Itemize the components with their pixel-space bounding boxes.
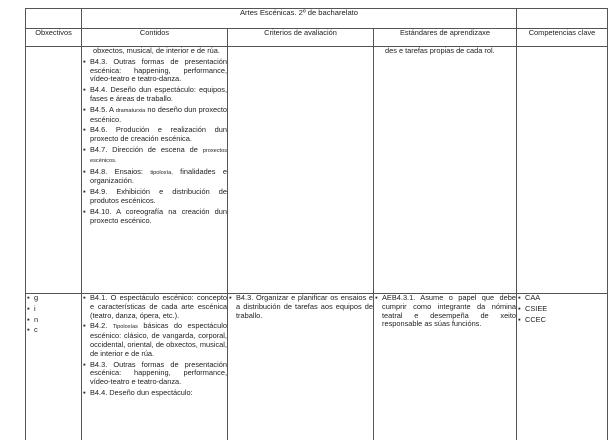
competencias-cell: [517, 294, 608, 440]
table-row: [26, 294, 608, 440]
bullet-icon: ▪: [518, 316, 521, 325]
header-estandares: Estándares de aprendizaxe: [374, 29, 517, 47]
bullet-icon: ▪: [83, 389, 86, 398]
bullet-icon: ▪: [83, 86, 86, 95]
list-item: ▪ n: [26, 316, 81, 325]
criterios-cell: [228, 294, 374, 440]
criterios-list: [228, 294, 373, 320]
estandares-cell: [374, 294, 517, 440]
header-obxectivos: Obxectivos: [26, 29, 82, 47]
list-item: ▪ CCEC: [517, 316, 607, 325]
list-item: ▪ B4.3. Organizar e planificar os ensaios e a distribución de tarefas aos equipos de traballo.: [228, 294, 373, 320]
competencias-cell: [517, 47, 608, 294]
contidos-cell: [82, 294, 228, 440]
obxectivos-cell: [26, 294, 82, 440]
bullet-icon: ▪: [518, 305, 521, 314]
table-row: [26, 47, 608, 294]
list-item: ▪ c: [26, 326, 81, 335]
header-row: [26, 29, 608, 47]
header-criterios: Criterios de avaliación: [228, 29, 374, 47]
list-item: ▪ B4.9. Exhibición e distribución de produtos escénicos.: [82, 188, 227, 206]
competencias-list: [517, 294, 607, 324]
estandares-cell: [374, 47, 517, 294]
contidos-continuation: obxectos, musical, de interior e de rúa.: [82, 47, 227, 56]
list-item: ▪ B4.2. Tipoloxías básicas do espectáculo escénico: clásico, de vangarda, corporal, occidental, oriental, de obxectos, musical, de interior e de rúa.: [82, 322, 227, 358]
bullet-icon: ▪: [83, 106, 86, 115]
list-item: ▪ B4.3. Outras formas de presentación escénica: happening, performance, vídeo-teatro e teatro-danza.: [82, 361, 227, 387]
list-item: ▪ CSIEE: [517, 305, 607, 314]
contidos-list: [82, 58, 227, 226]
bullet-icon: ▪: [83, 322, 86, 331]
list-item: ▪ B4.1. O espectáculo escénico: concepto e características de cada arte escénica (teatro, danza, ópera, etc.).: [82, 294, 227, 320]
list-item: ▪ B4.4. Deseño dun espectáculo: equipos, fases e áreas de traballo.: [82, 86, 227, 104]
obxectivos-cell: [26, 47, 82, 294]
header-competencias: Competencias clave: [517, 29, 608, 47]
bullet-icon: ▪: [83, 294, 86, 303]
list-item: ▪ B4.6. Produción e realización dun proxecto de creación escénica.: [82, 126, 227, 144]
bullet-icon: ▪: [83, 168, 86, 177]
bullet-icon: ▪: [83, 208, 86, 217]
list-item: ▪ B4.7. Dirección de escena de proxectos escénicos.: [82, 146, 227, 166]
list-item: ▪ B4.4. Deseño dun espectáculo:: [82, 389, 227, 398]
obxectivos-list: [26, 294, 81, 335]
contidos-cell: [82, 47, 228, 294]
bullet-icon: ▪: [375, 294, 378, 303]
bullet-icon: ▪: [518, 294, 521, 303]
bullet-icon: ▪: [83, 58, 86, 67]
bullet-icon: ▪: [83, 126, 86, 135]
list-item: ▪ AEB4.3.1. Asume o papel que debe cumprir como integrante da nómina teatral e desempeña de xeito responsable as súas funcións.: [374, 294, 516, 329]
bullet-icon: ▪: [83, 188, 86, 197]
title-blank-cell-right: [517, 9, 608, 29]
bullet-icon: ▪: [27, 294, 30, 303]
header-contidos: Contidos: [82, 29, 228, 47]
estandares-continuation: des e tarefas propias de cada rol.: [374, 47, 516, 56]
list-item: ▪ B4.5. A dramaturxia no deseño dun proxecto escénico.: [82, 106, 227, 125]
list-item: ▪ B4.8. Ensaios: tipoloxía, finalidades e organización.: [82, 168, 227, 187]
list-item: ▪ B4.10. A coreografía na creación dun proxecto escénico.: [82, 208, 227, 226]
contidos-list: [82, 294, 227, 398]
list-item: ▪ i: [26, 305, 81, 314]
bullet-icon: ▪: [83, 361, 86, 370]
table-title: Artes Escénicas. 2º de bacharelato: [82, 9, 517, 29]
curriculum-table: [25, 8, 608, 440]
bullet-icon: ▪: [27, 316, 30, 325]
title-row: [26, 9, 608, 29]
bullet-icon: ▪: [27, 326, 30, 335]
criterios-cell: [228, 47, 374, 294]
list-item: ▪ B4.3. Outras formas de presentación escénica: happening, performance, vídeo-teatro e teatro-danza.: [82, 58, 227, 84]
bullet-icon: ▪: [229, 294, 232, 303]
list-item: ▪ g: [26, 294, 81, 303]
estandares-list: [374, 294, 516, 329]
title-blank-cell: [26, 9, 82, 29]
list-item: ▪ CAA: [517, 294, 607, 303]
bullet-icon: ▪: [27, 305, 30, 314]
bullet-icon: ▪: [83, 146, 86, 155]
